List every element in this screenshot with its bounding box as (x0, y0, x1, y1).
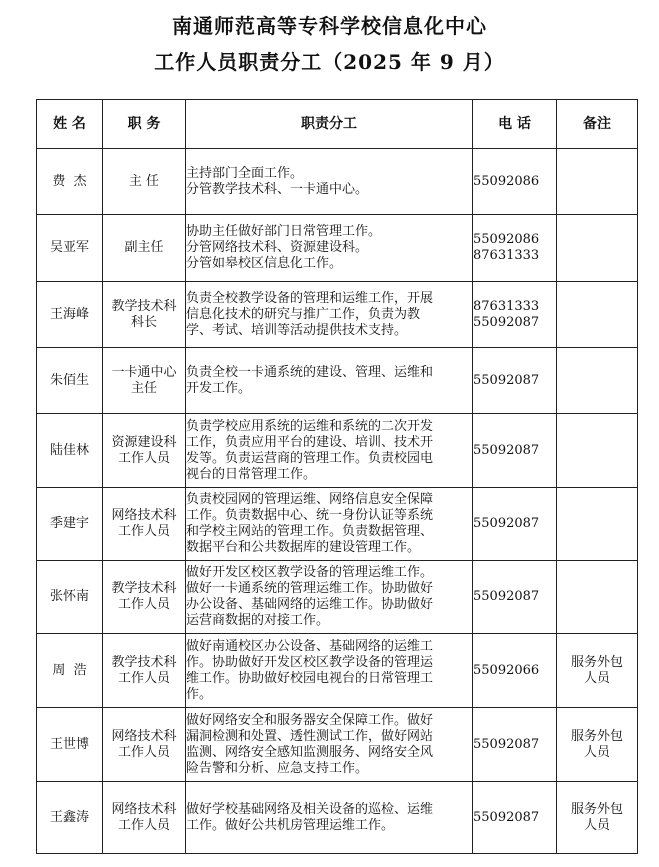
cell-phone-line: 55092087 (473, 442, 540, 458)
header-phone: 电 话 (473, 100, 557, 149)
header-duty: 职责分工 (186, 100, 473, 149)
table-row (37, 215, 638, 282)
cell-duty-line: 发等。负责运营商的管理工作。负责校园电 (186, 450, 434, 466)
cell-note (557, 782, 638, 854)
header-role: 职 务 (103, 100, 186, 149)
cell-role-line: 工作人员 (117, 597, 170, 612)
cell-duty (186, 215, 473, 282)
cell-duty-line: 漏洞检测和处置、透性测试工作，做好网站 (186, 728, 434, 744)
cell-duty-line: 学、考试、培训等活动提供技术支持。 (186, 322, 408, 338)
cell-phone-line: 55092087 (473, 736, 540, 752)
table-row (37, 414, 638, 488)
cell-role-line: 工作人员 (117, 817, 170, 833)
cell-phone (473, 414, 557, 488)
cell-duty (186, 488, 473, 561)
cell-duty-line: 做好南通校区办公设备、基础网络的运维工 (186, 638, 434, 654)
cell-name: 张怀南 (37, 561, 103, 634)
cell-duty (186, 282, 473, 348)
cell-duty-line: 负责全校教学设备的管理和运维工作，开展 (186, 290, 434, 306)
cell-duty-line: 做好网络安全和服务器安全保障工作。做好 (186, 712, 434, 728)
table-row (37, 348, 638, 414)
table-row (37, 708, 638, 782)
table-row (37, 782, 638, 854)
cell-role-line: 工作人员 (117, 744, 170, 760)
cell-note (557, 634, 638, 708)
table-header-row (37, 100, 638, 149)
cell-duty-line: 协助主任做好部门日常管理工作。 (186, 224, 382, 239)
cell-role (103, 215, 186, 282)
cell-duty-line: 和学校主网站的管理工作。负责数据管理、 (186, 524, 434, 539)
cell-duty-line: 做好一卡通系统的管理运维工作。协助做好 (186, 581, 434, 596)
cell-note (557, 348, 638, 414)
cell-role-line: 网络技术科 (111, 508, 177, 523)
cell-duty (186, 348, 473, 414)
cell-duty-line: 分管教学技术科、一卡通中心。 (186, 181, 369, 197)
cell-role-line: 一卡通中心 (111, 364, 177, 380)
cell-phone (473, 561, 557, 634)
duty-table (36, 99, 638, 854)
cell-phone (473, 708, 557, 782)
cell-duty-line: 开发工作。 (186, 380, 252, 396)
cell-duty-line: 工作，负责应用平台的建设、培训、技术开 (186, 434, 434, 450)
document-title: 南通师范高等专科学校信息化中心 (172, 14, 487, 38)
cell-duty (186, 708, 473, 782)
cell-role (103, 282, 186, 348)
table-row (37, 488, 638, 561)
cell-duty (186, 561, 473, 634)
document-subtitle: 工作人员职责分工（2025 年 9 月） (154, 50, 505, 74)
cell-phone-line: 55092086 (473, 173, 540, 189)
cell-note (557, 149, 638, 215)
table-row (37, 149, 638, 215)
header-name: 姓 名 (37, 100, 103, 149)
table-row (37, 634, 638, 708)
cell-duty (186, 149, 473, 215)
cell-duty-line: 工作。负责数据中心、统一身份认证等系统 (186, 508, 434, 523)
cell-role (103, 561, 186, 634)
cell-role-line: 教学技术科 (111, 654, 177, 670)
cell-name: 朱佰生 (37, 348, 103, 414)
cell-duty-line: 维工作。协助做好校园电视台的日常管理工 (186, 670, 434, 686)
cell-note-line: 人员 (583, 670, 610, 686)
table-body (37, 149, 638, 854)
cell-duty-line: 工作。做好公共机房管理运维工作。 (186, 817, 395, 833)
table-row (37, 282, 638, 348)
cell-role-line: 工作人员 (117, 670, 170, 686)
cell-phone (473, 282, 557, 348)
cell-note (557, 414, 638, 488)
cell-duty-line: 运营商数据的对接工作。 (186, 613, 330, 628)
cell-name: 费 杰 (37, 149, 103, 215)
cell-duty-line: 做好开发区校区教学设备的管理运维工作。 (186, 565, 434, 580)
cell-duty-line: 信息化技术的研究与推广工作，负责为教 (186, 306, 421, 322)
cell-duty-line: 分管如皋校区信息化工作。 (186, 256, 343, 271)
cell-duty-line: 负责校园网的管理运维、网络信息安全保障 (186, 492, 434, 507)
cell-note (557, 282, 638, 348)
cell-duty-line: 负责全校一卡通系统的建设、管理、运维和 (186, 364, 434, 380)
cell-role (103, 414, 186, 488)
cell-duty-line: 作。协助做好开发区校区教学设备的管理运 (186, 654, 434, 670)
cell-duty-line: 主持部门全面工作。 (186, 165, 304, 181)
cell-note (557, 488, 638, 561)
cell-role-line: 教学技术科 (111, 581, 177, 596)
cell-role-line: 工作人员 (117, 524, 170, 539)
cell-note-line: 服务外包 (570, 654, 623, 670)
cell-phone-line: 55092087 (473, 314, 540, 330)
cell-duty-line: 分管网络技术科、资源建设科。 (186, 240, 369, 255)
cell-phone-line: 55092087 (473, 589, 540, 604)
cell-role (103, 149, 186, 215)
cell-role-line: 工作人员 (117, 450, 170, 466)
cell-duty (186, 634, 473, 708)
cell-role-line: 资源建设科 (111, 434, 177, 450)
cell-phone (473, 149, 557, 215)
cell-role (103, 708, 186, 782)
cell-name: 王世博 (37, 708, 103, 782)
cell-duty-line: 视台的日常管理工作。 (186, 466, 317, 482)
cell-duty (186, 782, 473, 854)
cell-duty-line: 做好学校基础网络及相关设备的巡检、运维 (186, 801, 434, 817)
cell-role-line: 教学技术科 (111, 298, 177, 314)
cell-role-line: 主任 (130, 380, 157, 396)
cell-name: 周 浩 (37, 634, 103, 708)
cell-note (557, 708, 638, 782)
cell-phone (473, 782, 557, 854)
cell-phone-line: 87631333 (473, 248, 540, 263)
cell-phone (473, 348, 557, 414)
header-note: 备注 (557, 100, 638, 149)
cell-duty-line: 办公设备、基础网络的运维工作。协助做好 (186, 597, 434, 612)
cell-duty-line: 监测、网络安全感知监测服务、网络安全风 (186, 744, 434, 760)
cell-note-line: 人员 (583, 817, 610, 833)
cell-phone-line: 55092087 (473, 809, 540, 825)
cell-phone-line: 55092087 (473, 372, 540, 388)
cell-name: 季建宇 (37, 488, 103, 561)
cell-note-line: 服务外包 (570, 801, 623, 817)
cell-phone-line: 87631333 (473, 298, 540, 314)
cell-role (103, 634, 186, 708)
cell-name: 陆佳林 (37, 414, 103, 488)
cell-role-line: 科长 (130, 314, 157, 330)
cell-phone-line: 55092066 (473, 662, 540, 678)
cell-role-line: 主 任 (128, 173, 160, 189)
cell-name: 吴亚军 (37, 215, 103, 282)
cell-duty-line: 负责学校应用系统的运维和系统的二次开发 (186, 418, 434, 434)
cell-role-line: 网络技术科 (111, 728, 177, 744)
cell-name: 王海峰 (37, 282, 103, 348)
cell-role (103, 348, 186, 414)
cell-phone (473, 215, 557, 282)
cell-role-line: 副主任 (124, 240, 164, 255)
cell-role (103, 488, 186, 561)
cell-note (557, 215, 638, 282)
cell-note (557, 561, 638, 634)
table-row (37, 561, 638, 634)
cell-role (103, 782, 186, 854)
cell-duty-line: 作。 (186, 686, 213, 702)
cell-phone (473, 488, 557, 561)
cell-phone-line: 55092086 (473, 232, 540, 247)
cell-duty-line: 险告警和分析、应急支持工作。 (186, 760, 369, 776)
cell-duty (186, 414, 473, 488)
cell-name: 王鑫涛 (37, 782, 103, 854)
cell-role-line: 网络技术科 (111, 801, 177, 817)
cell-note-line: 人员 (583, 744, 610, 760)
cell-phone (473, 634, 557, 708)
cell-note-line: 服务外包 (570, 728, 623, 744)
cell-phone-line: 55092087 (473, 516, 540, 531)
cell-duty-line: 数据平台和公共数据库的建设管理工作。 (186, 540, 421, 555)
